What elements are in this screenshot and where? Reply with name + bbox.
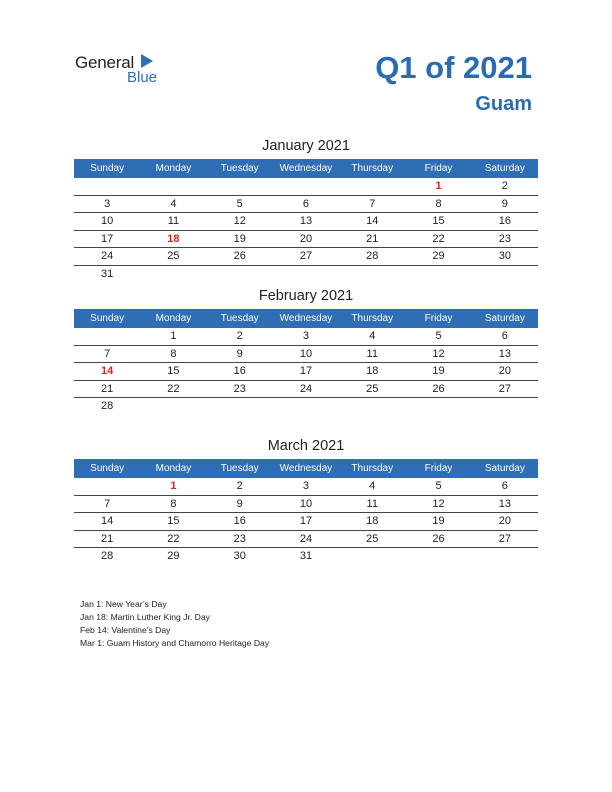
day-cell: 3 [302, 480, 310, 492]
weekday-header [74, 159, 538, 178]
weekday-label: Monday [155, 163, 192, 174]
day-cell: 11 [366, 497, 378, 510]
day-cell: 22 [432, 232, 445, 245]
week-row [74, 328, 538, 346]
weekday-label: Friday [424, 163, 453, 174]
weekday-label: Thursday [351, 163, 394, 174]
holiday-day-cell: 14 [101, 365, 114, 378]
day-cell: 7 [104, 497, 111, 510]
weekday-label: Saturday [484, 163, 525, 174]
day-cell: 15 [167, 515, 180, 528]
day-cell: 23 [233, 532, 246, 545]
weekday-label: Wednesday [279, 463, 333, 474]
weekday-label: Saturday [484, 313, 525, 324]
day-cell: 17 [299, 515, 313, 528]
day-cell: 20 [498, 515, 511, 528]
holiday-note: Mar 1: Guam History and Chamorro Heritage Day [80, 638, 270, 648]
day-cell: 9 [501, 197, 508, 210]
day-cell: 21 [101, 532, 114, 545]
day-cell: 20 [498, 365, 511, 378]
weekday-label: Sunday [90, 163, 125, 174]
day-cell: 21 [366, 232, 379, 245]
day-cell: 24 [101, 250, 114, 263]
day-cell: 25 [366, 382, 379, 395]
weekday-label: Sunday [90, 313, 125, 324]
week-row [74, 381, 538, 399]
day-cell: 26 [432, 532, 445, 545]
day-cell: 16 [233, 365, 246, 378]
day-cell: 8 [435, 197, 442, 210]
day-cell [74, 178, 140, 195]
day-cell: 4 [170, 197, 177, 210]
week-row [74, 346, 538, 364]
day-cell: 21 [101, 382, 114, 395]
day-cell: 19 [432, 515, 445, 528]
day-cell [207, 398, 273, 416]
day-cell [273, 398, 339, 416]
page-title: Q1 of 2021 [375, 50, 532, 85]
day-cell: 27 [299, 250, 313, 263]
weekday-label: Tuesday [220, 463, 259, 474]
day-cell: 23 [233, 382, 246, 395]
day-cell: 9 [236, 497, 243, 510]
holiday-day-cell: 18 [167, 232, 180, 245]
day-cell: 5 [435, 330, 442, 342]
day-cell: 22 [167, 382, 180, 395]
day-cell: 7 [104, 347, 111, 360]
day-cell: 5 [236, 197, 243, 210]
generalblue-logo [75, 53, 175, 89]
day-cell [472, 266, 538, 284]
day-cell [140, 178, 206, 195]
day-cell [273, 266, 339, 284]
weekday-label: Thursday [351, 463, 394, 474]
day-cell: 23 [498, 232, 511, 245]
week-row [74, 398, 538, 416]
day-cell: 2 [236, 330, 243, 342]
day-cell [74, 478, 140, 495]
day-cell: 10 [299, 497, 313, 510]
day-cell: 2 [236, 480, 243, 492]
week-row [74, 196, 538, 214]
day-cell [339, 398, 405, 416]
day-cell: 2 [501, 180, 508, 192]
day-cell: 31 [299, 550, 313, 563]
logo-word-general: General [75, 53, 135, 72]
day-cell: 6 [501, 330, 508, 342]
logo-triangle-icon [141, 54, 153, 68]
day-cell: 3 [104, 197, 111, 210]
day-cell [472, 398, 538, 416]
day-cell: 25 [366, 532, 379, 545]
day-cell [273, 178, 339, 195]
weekday-label: Friday [424, 313, 453, 324]
day-cell: 28 [101, 550, 114, 563]
day-cell: 29 [432, 250, 445, 263]
weekday-label: Sunday [90, 463, 125, 474]
weekday-label: Thursday [351, 313, 394, 324]
day-cell: 19 [233, 232, 246, 245]
day-cell: 18 [366, 515, 379, 528]
day-cell: 4 [369, 480, 376, 492]
day-cell: 12 [233, 215, 246, 228]
month-title: February 2021 [258, 288, 354, 304]
day-cell [339, 266, 405, 284]
day-cell: 6 [501, 480, 508, 492]
weekday-label: Monday [155, 463, 192, 474]
day-cell: 14 [366, 215, 379, 228]
day-cell: 18 [366, 365, 379, 378]
day-cell [339, 178, 405, 195]
week-row [74, 513, 538, 531]
day-cell: 8 [170, 347, 177, 360]
day-cell: 10 [101, 215, 114, 228]
day-cell: 19 [432, 365, 445, 378]
day-cell [74, 328, 140, 345]
day-cell [405, 548, 471, 566]
month-calendar [74, 437, 538, 566]
day-cell: 11 [167, 215, 180, 228]
day-cell: 15 [167, 365, 180, 378]
week-row [74, 231, 538, 249]
day-cell [339, 548, 405, 566]
week-row [74, 548, 538, 566]
weekday-label: Saturday [484, 463, 525, 474]
day-cell: 28 [101, 400, 114, 413]
holiday-note: Jan 18: Martin Luther King Jr. Day [80, 612, 210, 622]
day-cell: 24 [299, 382, 313, 395]
month-title: March 2021 [267, 438, 345, 454]
day-cell: 28 [366, 250, 379, 263]
day-cell: 12 [432, 347, 445, 360]
week-row [74, 531, 538, 549]
day-cell [405, 398, 471, 416]
day-cell: 6 [302, 197, 310, 210]
day-cell: 29 [167, 550, 180, 563]
day-cell [140, 398, 206, 416]
weekday-label: Tuesday [220, 313, 259, 324]
day-cell: 22 [167, 532, 180, 545]
day-cell [405, 266, 471, 284]
day-cell: 14 [101, 515, 114, 528]
holiday-note: Feb 14: Valentine’s Day [80, 625, 171, 635]
day-cell: 26 [432, 382, 445, 395]
day-cell: 24 [299, 532, 313, 545]
weekday-label: Friday [424, 463, 453, 474]
month-title: January 2021 [262, 138, 350, 154]
day-cell: 26 [233, 250, 246, 263]
day-cell: 27 [498, 382, 511, 395]
holiday-list [80, 598, 269, 650]
day-cell: 10 [299, 347, 313, 360]
day-cell: 7 [369, 197, 376, 210]
day-cell: 3 [302, 330, 310, 342]
day-cell: 4 [369, 330, 376, 342]
day-cell: 17 [101, 232, 114, 245]
week-row [74, 248, 538, 266]
week-row [74, 496, 538, 514]
month-calendar [74, 287, 538, 416]
weekday-label: Monday [155, 313, 192, 324]
weekday-label: Wednesday [279, 313, 333, 324]
day-cell: 25 [167, 250, 180, 263]
day-cell: 8 [170, 497, 177, 510]
weekday-label: Tuesday [220, 163, 259, 174]
day-cell: 13 [498, 497, 511, 510]
day-cell [207, 178, 273, 195]
weekday-label: Wednesday [279, 163, 333, 174]
week-row [74, 266, 538, 284]
day-cell [472, 548, 538, 566]
day-cell: 30 [233, 550, 246, 563]
day-cell: 31 [101, 267, 114, 280]
day-cell: 12 [432, 497, 445, 510]
day-cell: 13 [498, 347, 511, 360]
day-cell: 30 [498, 250, 511, 263]
week-row [74, 363, 538, 381]
day-cell: 1 [170, 330, 177, 342]
day-cell: 20 [299, 232, 313, 245]
week-row [74, 478, 538, 496]
day-cell: 15 [432, 215, 445, 228]
day-cell: 16 [498, 215, 511, 228]
holiday-day-cell: 1 [170, 480, 177, 492]
day-cell [140, 266, 206, 284]
day-cell: 11 [366, 347, 378, 360]
day-cell [207, 266, 273, 284]
weekday-header [74, 459, 538, 478]
weekday-header [74, 309, 538, 328]
month-calendar [74, 137, 538, 284]
day-cell: 13 [299, 215, 313, 228]
logo-word-blue: Blue [127, 69, 158, 86]
day-cell: 27 [498, 532, 511, 545]
day-cell: 17 [299, 365, 313, 378]
country-name: Guam [475, 93, 532, 115]
holiday-day-cell: 1 [435, 180, 442, 192]
day-cell: 5 [435, 480, 442, 492]
week-row [74, 213, 538, 231]
holiday-note: Jan 1: New Year’s Day [80, 599, 167, 609]
day-cell: 16 [233, 515, 246, 528]
day-cell: 9 [236, 347, 243, 360]
week-row [74, 178, 538, 196]
